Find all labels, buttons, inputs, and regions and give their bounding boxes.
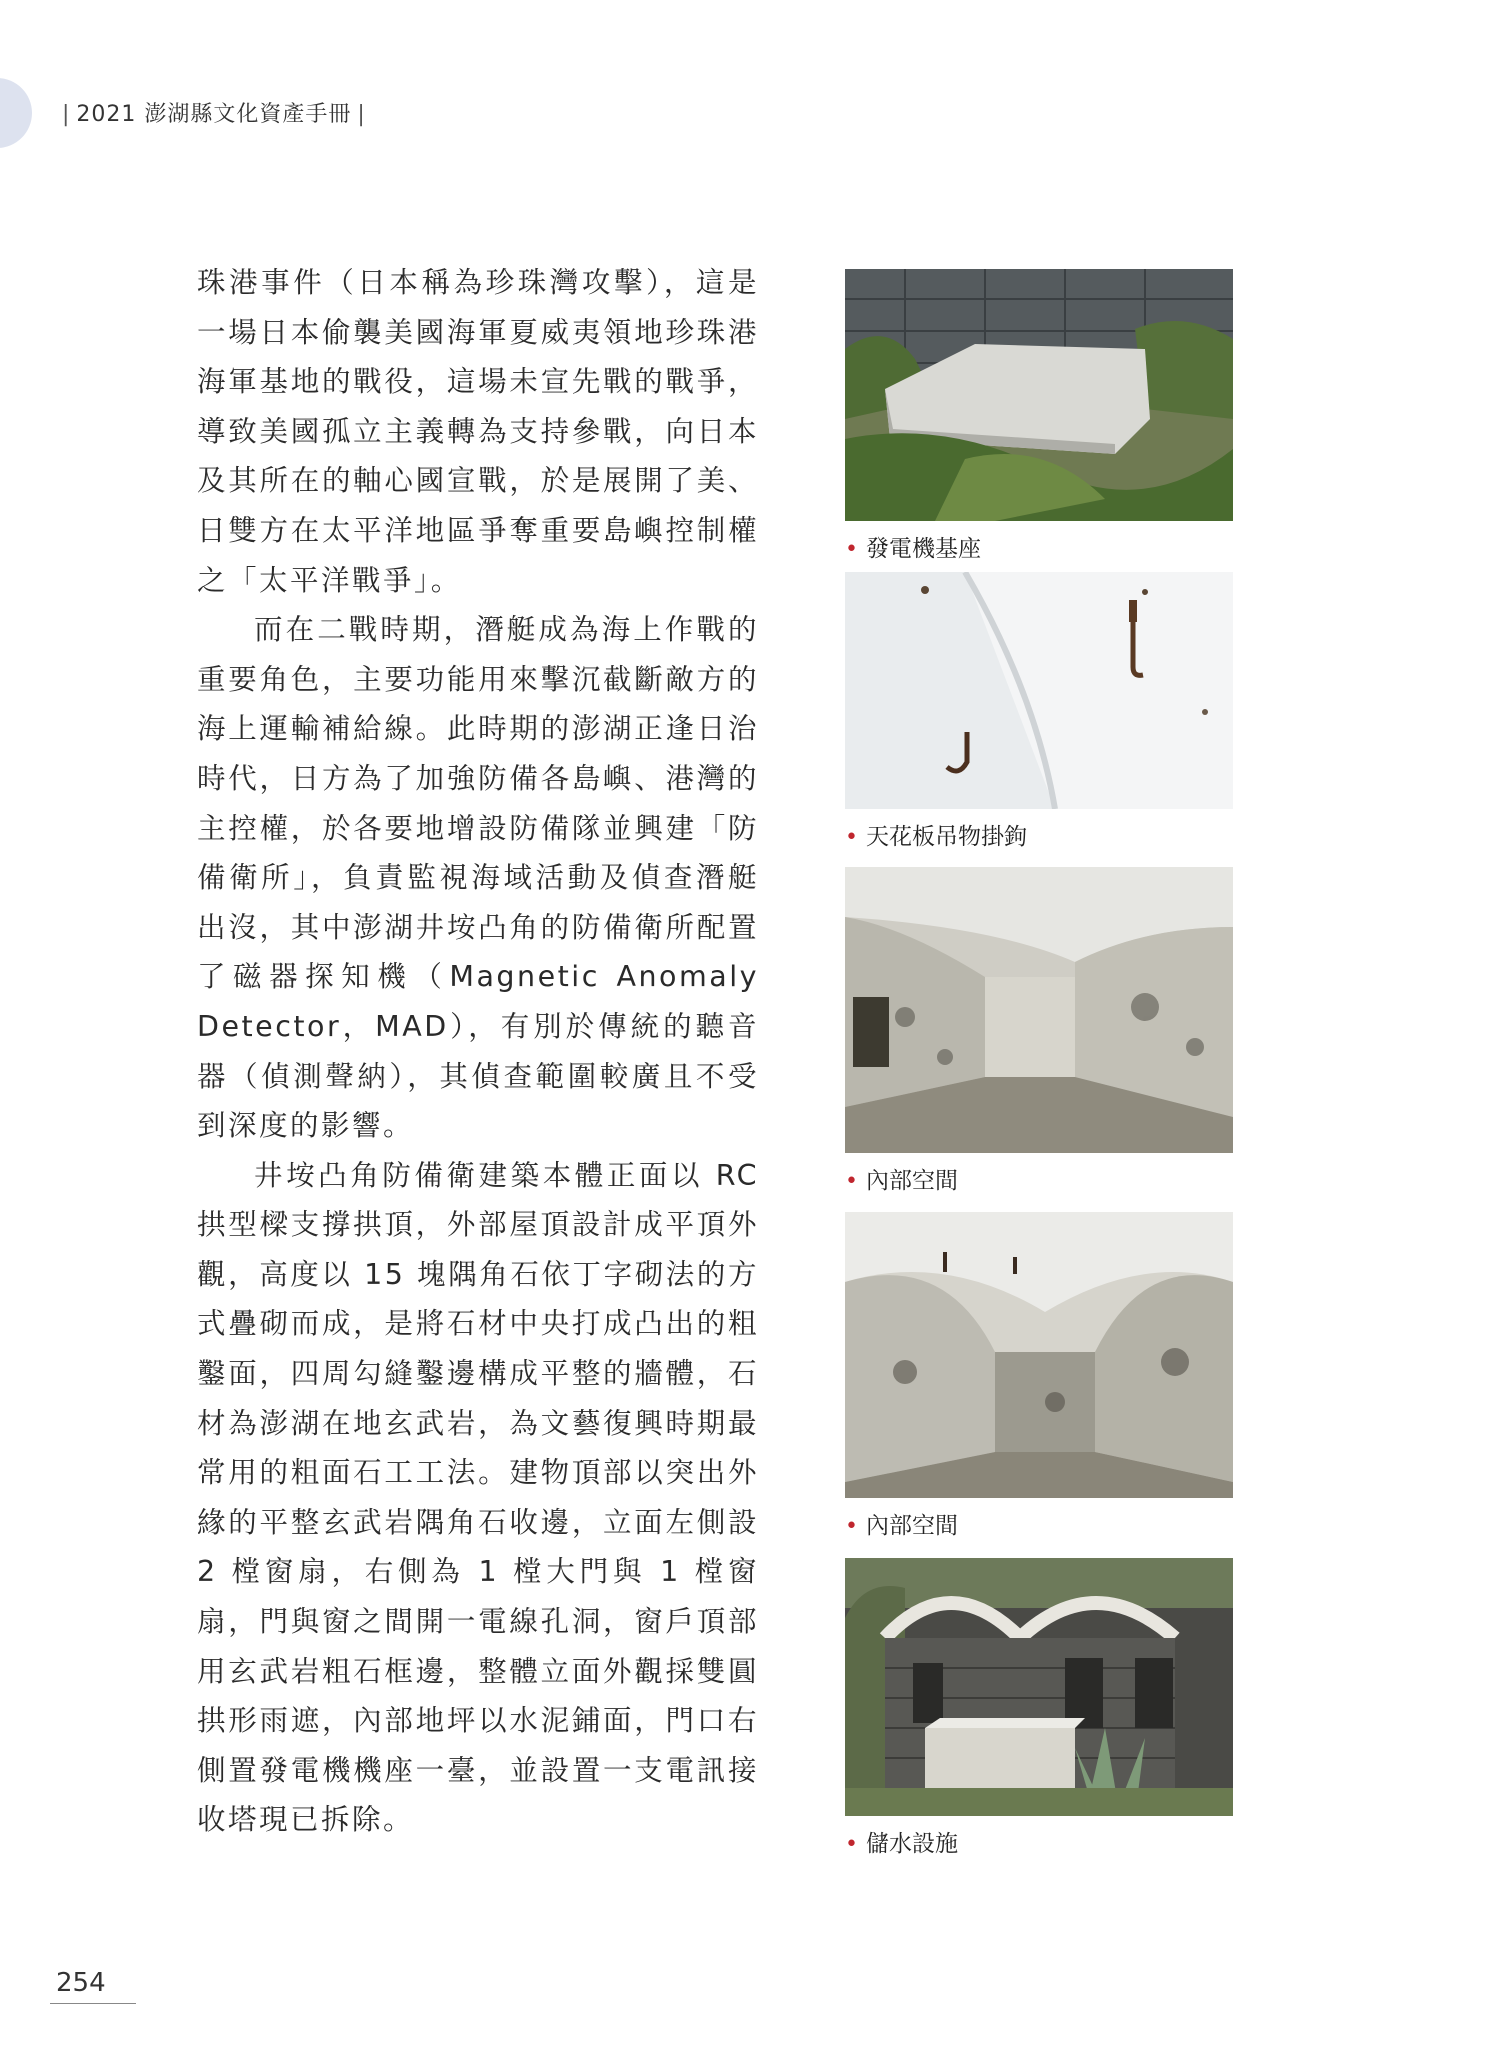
caption-text: 儲水設施 xyxy=(865,1831,958,1857)
caption-bullet: • xyxy=(845,1169,858,1194)
caption-water-storage xyxy=(845,1825,1233,1858)
photo-interior-1 xyxy=(845,867,1233,1153)
paragraph-3: 井垵凸角防備衛建築本體正面以 RC 拱型樑支撐拱頂，外部屋頂設計成平頂外觀，高度以 15 塊隅角石依丁字砌法的方式疊砌而成，是將石材中央打成凸出的粗鑿面，四周勾縫鑿邊構成平整的牆體，石材為澎湖在地玄武岩，為文藝復興時期最常用的粗面石工工法。建物頂部以突出外緣的平整玄武岩隅角石收邊，立面左側設 2 樘窗扇，右側為 1 樘大門與 1 樘窗扇，門與窗之間開一電線孔洞，窗戶頂部用玄武岩粗石框邊，整體立面外觀採雙圓拱形雨遮，內部地坪以水泥鋪面，門口右側置發電機機座一臺，並設置一支電訊接收塔現已拆除。 xyxy=(197,1158,759,1837)
caption-interior-1 xyxy=(845,1162,1233,1195)
paragraph-2: 而在二戰時期，潛艇成為海上作戰的重要角色，主要功能用來擊沉截斷敵方的海上運輸補給線。此時期的澎湖正逢日治時代，日方為了加強防備各島嶼、港灣的主控權，於各要地增設防備隊並興建「防備衛所」，負責監視海域活動及偵查潛艇出沒，其中澎湖井垵凸角的防備衛所配置了磁器探知機（Magnetic Anomaly Detector，MAD），有別於傳統的聽音器（偵測聲納），其偵查範圍較廣且不受到深度的影響。 xyxy=(197,613,759,1143)
figure-interior-2 xyxy=(845,1212,1233,1540)
caption-text: 內部空間 xyxy=(865,1168,958,1194)
caption-text: 天花板吊物掛鉤 xyxy=(865,824,1027,850)
photo-generator-base xyxy=(845,269,1233,521)
running-header xyxy=(56,97,372,128)
figure-interior-1 xyxy=(845,867,1233,1195)
photo-interior-2 xyxy=(845,1212,1233,1498)
paragraph-1: 珠港事件（日本稱為珍珠灣攻擊），這是一場日本偷襲美國海軍夏威夷領地珍珠港海軍基地的戰役，這場未宣先戰的戰爭，導致美國孤立主義轉為支持參戰，向日本及其所在的軸心國宣戰，於是展開了美、日雙方在太平洋地區爭奪重要島嶼控制權之「太平洋戰爭」。 xyxy=(197,266,759,597)
header-title: 2021 澎湖縣文化資產手冊 xyxy=(76,102,352,127)
figure-ceiling-hooks xyxy=(845,572,1233,851)
figure-generator-base xyxy=(845,269,1233,563)
body-text xyxy=(197,258,759,1845)
caption-text: 發電機基座 xyxy=(865,536,981,562)
caption-text: 內部空間 xyxy=(865,1513,958,1539)
page-number: 254 xyxy=(56,1968,106,1998)
caption-bullet: • xyxy=(845,1832,858,1857)
caption-bullet: • xyxy=(845,1514,858,1539)
caption-ceiling-hooks xyxy=(845,818,1233,851)
photo-water-storage xyxy=(845,1558,1233,1816)
caption-bullet: • xyxy=(845,825,858,850)
page-tab-marker xyxy=(0,78,32,148)
caption-bullet: • xyxy=(845,537,858,562)
caption-interior-2 xyxy=(845,1507,1233,1540)
header-divider-right: | xyxy=(357,102,366,127)
caption-generator-base xyxy=(845,530,1233,563)
header-divider-left: | xyxy=(62,102,71,127)
photo-ceiling-hooks xyxy=(845,572,1233,809)
figure-water-storage xyxy=(845,1558,1233,1858)
page-number-rule xyxy=(50,2003,136,2004)
